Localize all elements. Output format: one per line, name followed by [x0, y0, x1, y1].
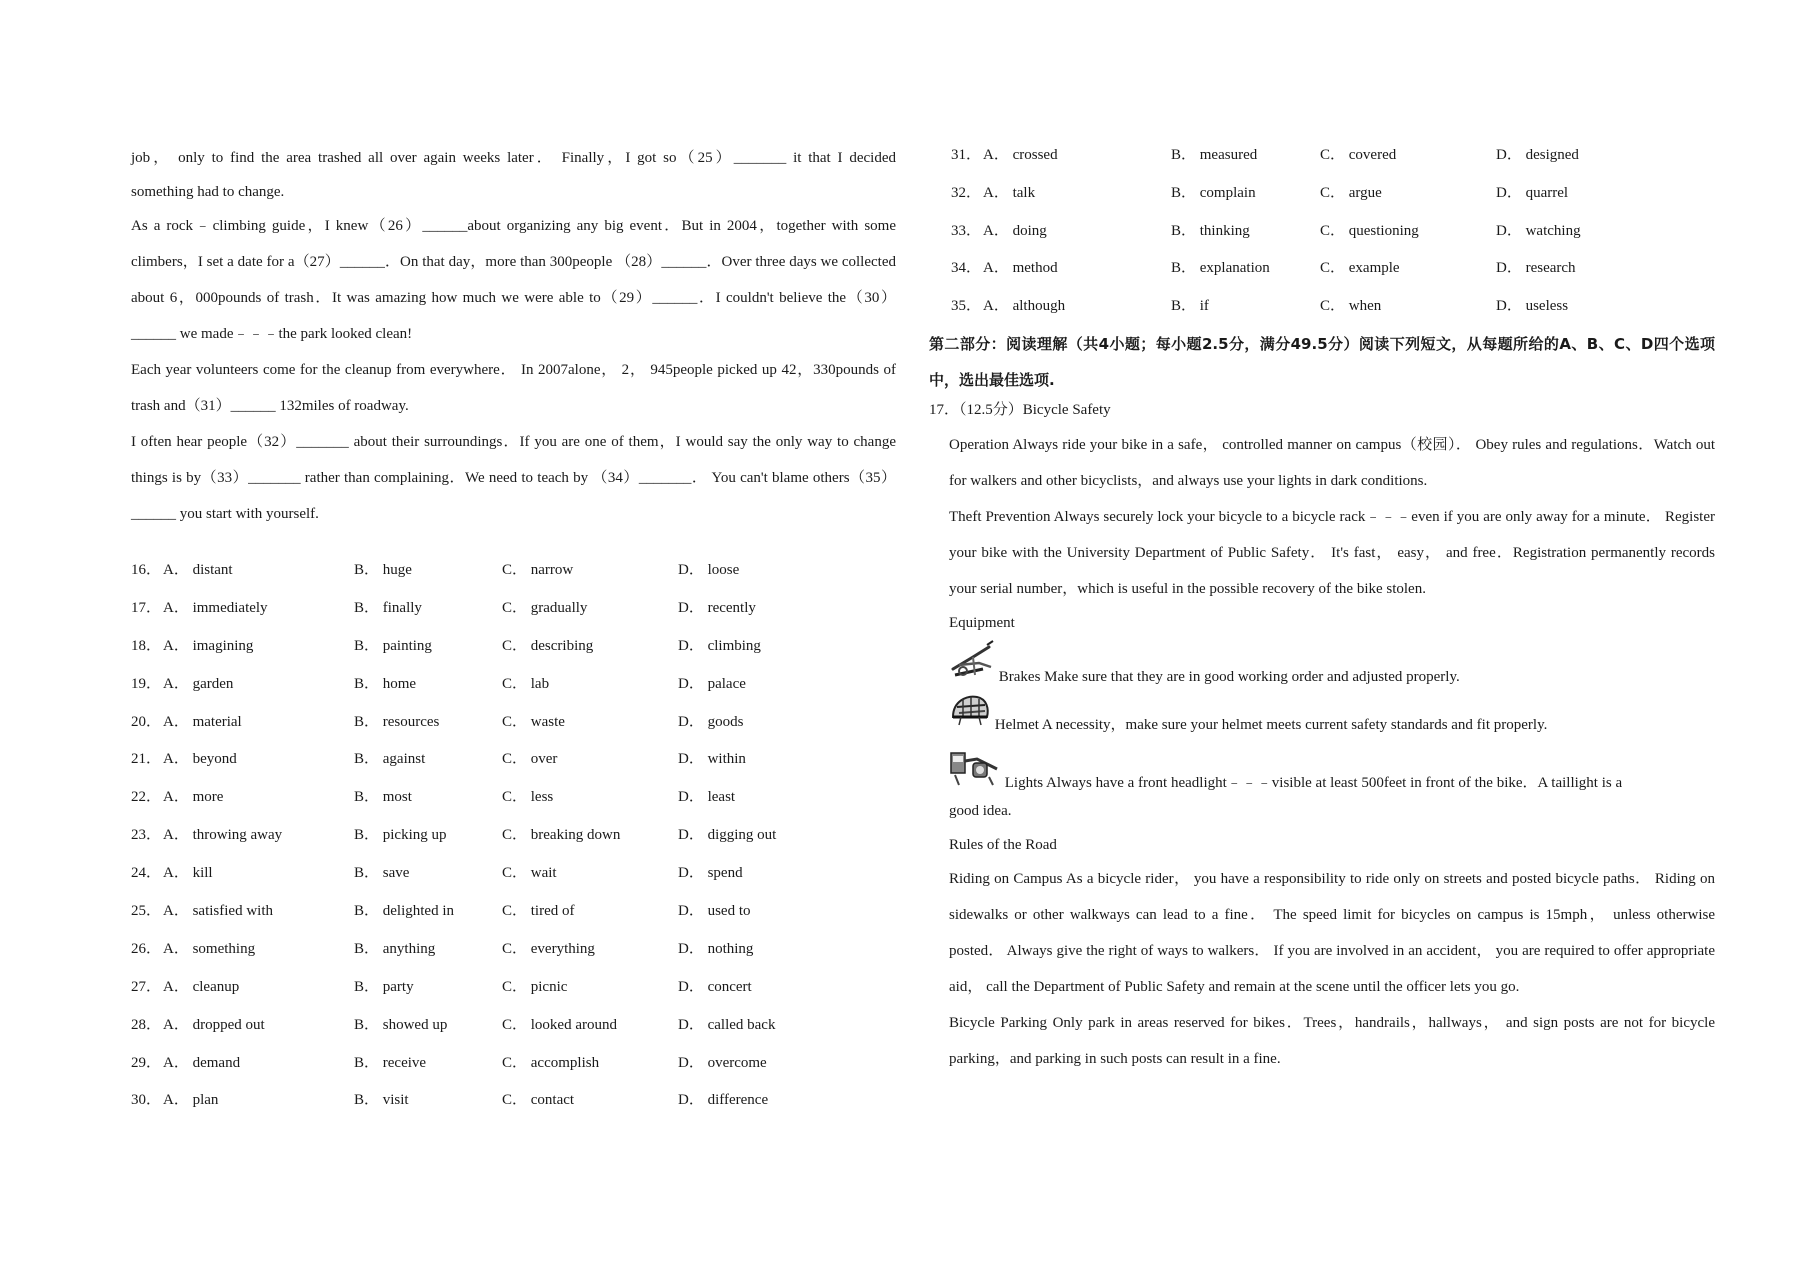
- question-number: 16．: [131, 562, 162, 578]
- option-row: [951, 213, 1711, 251]
- helmet-text: Helmet A necessity，make sure your helmet meets current safety standards and fit properly.: [994, 717, 1548, 733]
- option-c: C． covered: [1320, 147, 1397, 163]
- option-a: A． immediately: [163, 599, 268, 616]
- question-number: 19．: [131, 675, 162, 692]
- question-number: 30．: [131, 1092, 162, 1109]
- operation-paragraph: Operation Always ride your bike in a safe， controlled manner on campus（校园）． Obey rules and regulations．Watch out for walkers and other bicyclists，and always use your lights in dark conditions.: [949, 437, 1715, 489]
- theft-paragraph: Theft Prevention Always securely lock your bicycle to a bicycle rack﹣﹣﹣even if you are only away for a minute． Register your bike with the University Department of Public Safety． It's fast， easy， and free．Registration permanently records your serial number，which is useful in the possible recovery of the bike stolen.: [949, 509, 1715, 597]
- question-number: 32．: [951, 184, 982, 201]
- passage-paragraph-4: I often hear people（32）_______ about their surroundings．If you are one of them，I would say the only way to change things is by（33）_______ rather than complaining．We need to teach by （34）_______． You can't blame others（35）______ you start with yourself.: [131, 434, 896, 522]
- riding-paragraph: Riding on Campus As a bicycle rider， you have a responsibility to ride only on streets and posted bicycle paths． Riding on sidewalks or other walkways can lead to a fine． The speed limit for bicycles on campus is 15mph， unless otherwise posted． Always give the right of ways to walkers． If you are involved in an accident， you are required to offer appropriate aid， call the Department of Public Safety and remain at the scene until the officer lets you go.: [949, 871, 1715, 995]
- question-number: 20．: [131, 713, 162, 730]
- option-row: [131, 1007, 901, 1045]
- option-row: [131, 817, 901, 855]
- question-number: 29．: [131, 1054, 162, 1071]
- question-number: 27．: [131, 978, 162, 995]
- option-b: B． party: [354, 978, 414, 995]
- question-number: 34．: [951, 260, 982, 277]
- option-b: B． measured: [1171, 147, 1258, 163]
- option-c: C． contact: [502, 1092, 575, 1109]
- bicycle-safety-passage: [949, 427, 1715, 1077]
- question-number: 26．: [131, 940, 162, 957]
- option-row: [131, 855, 901, 893]
- option-a: A． kill: [163, 865, 213, 882]
- option-a: A． distant: [163, 562, 233, 578]
- option-d: D． spend: [678, 865, 743, 882]
- option-b: B． anything: [354, 940, 436, 957]
- option-b: B． picking up: [354, 827, 447, 844]
- helmet-item: [949, 691, 1715, 747]
- option-c: C． argue: [1320, 184, 1382, 201]
- option-c: C． example: [1320, 260, 1400, 277]
- option-a: A． more: [163, 789, 224, 806]
- option-a: A． something: [163, 940, 256, 957]
- option-d: D． climbing: [678, 637, 761, 654]
- lights-text-continued: good idea.: [949, 803, 1012, 819]
- option-a: A． talk: [983, 184, 1036, 201]
- option-b: B． most: [354, 789, 412, 806]
- option-b: B． huge: [354, 562, 412, 578]
- brakes-item: [949, 639, 1715, 691]
- section-heading: 第二部分：阅读理解（共4小题；每小题2.5分，满分49.5分）阅读下列短文，从每题所给的A、B、C、D四个选项中，选出最佳选项.: [929, 335, 1715, 389]
- passage-paragraph-1a: job， only to find the area trashed all over again weeks later． Finally，I got so（25）_______ it that I decided: [131, 150, 896, 166]
- option-d: D． loose: [678, 562, 740, 578]
- option-b: B． finally: [354, 599, 422, 616]
- option-d: D． watching: [1496, 222, 1581, 239]
- option-d: D． useless: [1496, 298, 1569, 315]
- option-a: A． garden: [163, 675, 234, 692]
- option-c: C． questioning: [1320, 222, 1419, 239]
- option-a: A． beyond: [163, 751, 237, 768]
- option-d: D． overcome: [678, 1054, 767, 1071]
- option-row: [131, 779, 901, 817]
- question-number: 28．: [131, 1016, 162, 1033]
- option-a: A． cleanup: [163, 978, 240, 995]
- option-a: A． satisfied with: [163, 903, 273, 920]
- option-a: A． plan: [163, 1092, 219, 1109]
- brakes-icon: [949, 639, 995, 688]
- option-c: C． over: [502, 751, 558, 768]
- question-number: 25．: [131, 903, 162, 920]
- option-d: D． nothing: [678, 940, 754, 957]
- option-b: B． home: [354, 675, 417, 692]
- options-list-left: [131, 552, 901, 1120]
- question-number: 24．: [131, 865, 162, 882]
- question-number: 21．: [131, 751, 162, 768]
- option-b: B． against: [354, 751, 426, 768]
- option-a: A． throwing away: [163, 827, 283, 844]
- options-list-right: [951, 137, 1711, 326]
- option-d: D． research: [1496, 260, 1576, 277]
- question-number: 18．: [131, 637, 162, 654]
- option-b: B． receive: [354, 1054, 427, 1071]
- rules-heading: Rules of the Road: [949, 837, 1057, 853]
- option-d: D． goods: [678, 713, 744, 730]
- option-d: D． concert: [678, 978, 752, 995]
- option-c: C． picnic: [502, 978, 568, 995]
- option-row: [951, 288, 1711, 326]
- option-a: A． crossed: [983, 147, 1058, 163]
- option-row: [131, 893, 901, 931]
- option-c: C． looked around: [502, 1016, 617, 1033]
- option-d: D． within: [678, 751, 746, 768]
- question-number: 35．: [951, 298, 982, 315]
- option-a: A． dropped out: [163, 1016, 265, 1033]
- option-b: B． save: [354, 865, 410, 882]
- option-c: C． waste: [502, 713, 565, 730]
- passage-paragraph-2: As a rock﹣climbing guide，I knew（26）______about organizing any big event．But in 2004，together with some climbers，I set a date for a（27）______．On that day，more than 300people （28）______．Over three days we collected about 6，000pounds of trash．It was amazing how much we were able to（29）______．I couldn't believe the（30）______ we made﹣﹣﹣the park looked clean!: [131, 218, 896, 342]
- option-b: B． thinking: [1171, 222, 1250, 239]
- option-a: A． doing: [983, 222, 1047, 239]
- option-c: C． gradually: [502, 599, 588, 616]
- question-number: 22．: [131, 789, 162, 806]
- option-c: C． less: [502, 789, 554, 806]
- option-row: [951, 137, 1711, 175]
- option-c: C． accomplish: [502, 1054, 600, 1071]
- question-number: 23．: [131, 827, 162, 844]
- option-d: D． designed: [1496, 147, 1579, 163]
- option-d: D． difference: [678, 1092, 769, 1109]
- option-row: [131, 666, 901, 704]
- option-d: D． called back: [678, 1016, 776, 1033]
- option-c: C． everything: [502, 940, 595, 957]
- option-c: C． breaking down: [502, 827, 621, 844]
- lights-icon: [949, 747, 1001, 794]
- option-row: [131, 931, 901, 969]
- option-c: C． describing: [502, 637, 594, 654]
- option-b: B． visit: [354, 1092, 409, 1109]
- option-row: [131, 1045, 901, 1083]
- option-d: D． used to: [678, 903, 751, 920]
- option-c: C． when: [1320, 298, 1382, 315]
- option-row: [131, 552, 901, 590]
- option-row: [951, 250, 1711, 288]
- option-row: [131, 741, 901, 779]
- brakes-text: Brakes Make sure that they are in good working order and adjusted properly.: [998, 669, 1460, 685]
- option-row: [131, 969, 901, 1007]
- equipment-heading: Equipment: [949, 615, 1015, 631]
- option-row: [131, 704, 901, 742]
- option-row: [131, 1082, 901, 1120]
- option-a: A． demand: [163, 1054, 241, 1071]
- option-d: D． least: [678, 789, 736, 806]
- option-b: B． showed up: [354, 1016, 448, 1033]
- option-row: [131, 628, 901, 666]
- option-d: D． palace: [678, 675, 746, 692]
- cloze-passage: [131, 140, 896, 532]
- option-b: B． explanation: [1171, 260, 1270, 277]
- option-c: C． tired of: [502, 903, 575, 920]
- passage-paragraph-1b: something had to change.: [131, 184, 285, 200]
- option-a: A． material: [163, 713, 242, 730]
- option-b: B． resources: [354, 713, 440, 730]
- helmet-icon: [949, 691, 991, 736]
- lights-item: [949, 747, 1715, 793]
- option-c: C． narrow: [502, 562, 574, 578]
- option-d: D． recently: [678, 599, 756, 616]
- parking-paragraph: Bicycle Parking Only park in areas reserved for bikes．Trees，handrails，hallways， and sign posts are not for bicycle parking，and parking in such posts can result in a fine.: [949, 1015, 1715, 1067]
- passage-paragraph-3: Each year volunteers come for the cleanup from everywhere． In 2007alone， 2， 945people picked up 42，330pounds of trash and（31）______ 132miles of roadway.: [131, 362, 896, 414]
- option-d: D． quarrel: [1496, 184, 1569, 201]
- question-number: 31．: [951, 147, 982, 163]
- option-a: A． method: [983, 260, 1058, 277]
- option-c: C． lab: [502, 675, 550, 692]
- option-row: [131, 590, 901, 628]
- question-number: 17．: [131, 599, 162, 616]
- lights-text: Lights Always have a front headlight﹣﹣﹣visible at least 500feet in front of the bike．A taillight is a: [1004, 775, 1623, 791]
- option-b: B． complain: [1171, 184, 1256, 201]
- option-b: B． if: [1171, 298, 1209, 315]
- option-b: B． delighted in: [354, 903, 454, 920]
- option-d: D． digging out: [678, 827, 777, 844]
- option-b: B． painting: [354, 637, 432, 654]
- question-title: 17．（12.5分）Bicycle Safety: [929, 402, 1111, 418]
- option-a: A． imagining: [163, 637, 254, 654]
- option-row: [951, 175, 1711, 213]
- question-number: 33．: [951, 222, 982, 239]
- option-a: A． although: [983, 298, 1066, 315]
- option-c: C． wait: [502, 865, 557, 882]
